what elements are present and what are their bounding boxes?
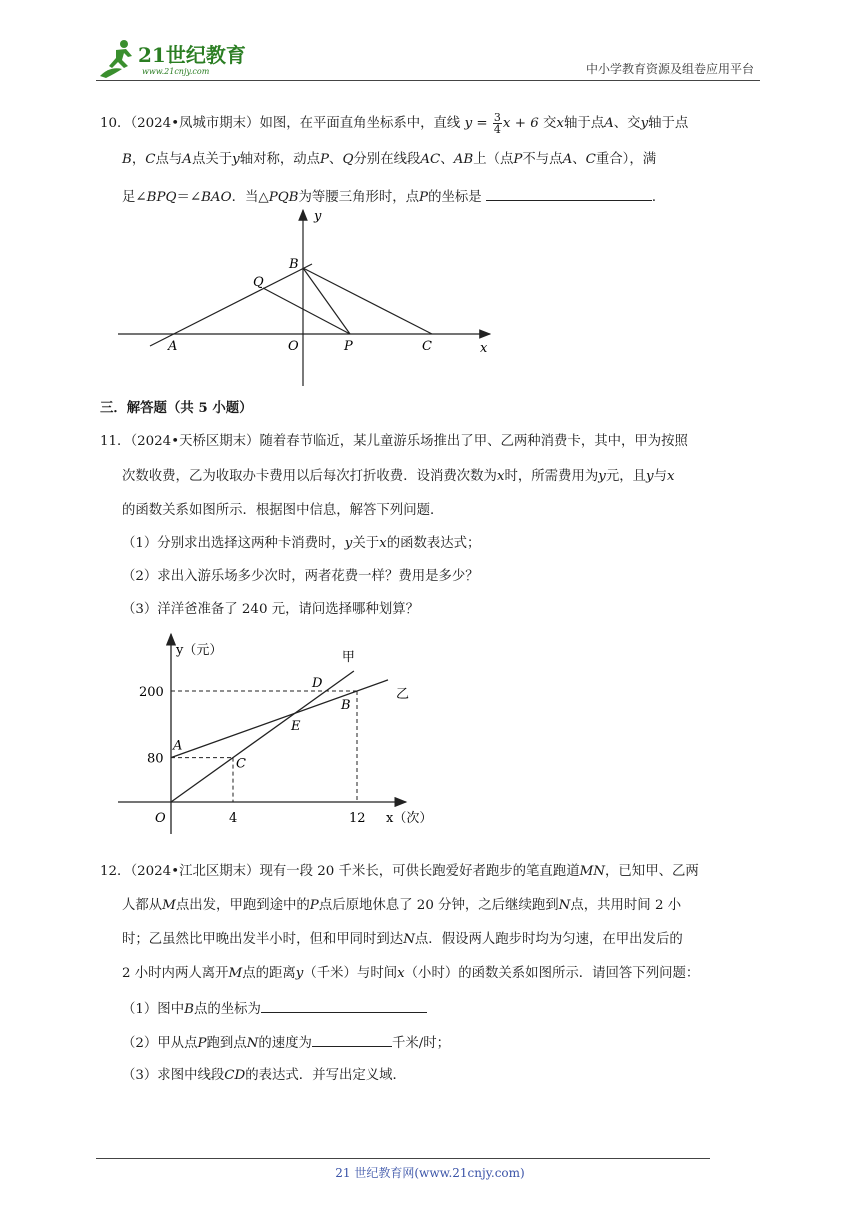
q10-line2: B，C点与A点关于y轴对称，动点P、Q分别在线段AC、AB上（点P不与点A、C重合），满	[122, 152, 657, 167]
point-label-D: D	[312, 676, 323, 691]
q11-line2: 次数收费，乙为收取办卡费用以后每次打折收费．设消费次数为x时，所需费用为y元，且y与x	[122, 469, 675, 484]
line-BC	[303, 268, 432, 334]
series-label-2: 乙	[396, 686, 410, 702]
q12-line1: 12．（2024•江北区期末）现有一段 20 千米长，可供长跑爱好者跑步的笔直跑道MN，已知甲、乙两	[100, 864, 699, 879]
label-Q: Q	[253, 275, 264, 290]
label-x: x	[480, 341, 488, 356]
point-label-B: B	[341, 698, 351, 713]
q11-chart	[110, 630, 450, 836]
q10-line3: 足∠BPQ＝∠BAO．当△PQB为等腰三角形时，点P的坐标是 ．	[122, 186, 762, 208]
platform-name: 中小学教育资源及组卷应用平台	[585, 62, 754, 76]
fraction: $\frac{3}{4}$	[493, 111, 501, 136]
q12-line4: 2 小时内两人离开M点的距离y（千米）与时间x（小时）的函数关系如图所示．请回答下列问题：	[122, 966, 700, 981]
q11-line1: 11．（2024•天桥区期末）随着春节临近，某儿童游乐场推出了甲、乙两种消费卡，其中，甲为按照	[100, 434, 688, 449]
point-label-A: A	[173, 738, 183, 754]
q11-sub3: （3）洋洋爸准备了 240 元，请问选择哪种划算？	[122, 602, 420, 617]
q12-line3: 时；乙虽然比甲晚出发半小时，但和甲同时到达N点．假设两人跑步时均为匀速，在甲出发后的	[122, 932, 683, 947]
x-tick-4: 4	[229, 811, 238, 826]
footer-divider	[96, 1158, 710, 1159]
q12-sub1: （1）图中B点的坐标为	[122, 998, 762, 1020]
section-heading: 三．解答题（共 5 小题）	[100, 400, 253, 416]
footer-text: 21 世纪教育网(www.21cnjy.com)	[335, 1166, 525, 1180]
answer-blank[interactable]	[261, 998, 427, 1013]
label-O: O	[288, 339, 299, 354]
answer-blank[interactable]	[486, 186, 652, 201]
y-axis-label: y（元）	[176, 643, 223, 658]
label-P: P	[344, 339, 353, 354]
label-y: y	[314, 209, 322, 224]
point-label-E: E	[291, 719, 301, 735]
q11-line3: 的函数关系如图所示．根据图中信息，解答下列问题．	[122, 503, 444, 518]
logo-text: 21世纪教育	[138, 43, 246, 67]
header-divider	[96, 80, 760, 81]
logo-url: www.21cnjy.com	[142, 67, 210, 76]
q11-sub1: （1）分别求出选择这两种卡消费时，y关于x的函数表达式；	[122, 536, 481, 551]
q10-figure	[110, 204, 500, 394]
line-QP	[263, 288, 350, 334]
q12-sub3: （3）求图中线段CD的表达式．并写出定义域．	[122, 1068, 406, 1083]
q11-sub2: （2）求出入游乐场多少次时，两者花费一样？费用是多少？	[122, 569, 479, 584]
q12-sub2: （2）甲从点P跑到点N的速度为 千米/时；	[122, 1032, 762, 1054]
label-C: C	[422, 339, 432, 354]
runner-icon	[100, 40, 132, 78]
x-tick-12: 12	[349, 811, 366, 826]
answer-blank[interactable]	[312, 1032, 392, 1047]
q10-line1: 10．（2024•凤城市期末）如图，在平面直角坐标系中，直线 y = $\frac{3}{4}$ x + 6 交x轴于点A、交y轴于点	[100, 111, 689, 136]
y-tick-200: 200	[139, 685, 164, 700]
point-label-C: C	[236, 756, 246, 772]
series-label-1: 甲	[341, 650, 355, 666]
q12-line2: 人都从M点出发，甲跑到途中的P点后原地休息了 20 分钟，之后继续跑到N点，共用时间 2 小	[122, 898, 682, 913]
site-logo	[96, 36, 266, 80]
y-tick-80: 80	[147, 751, 164, 767]
x-tick-0: O	[155, 811, 166, 826]
label-B: B	[289, 257, 299, 272]
label-A: A	[168, 339, 178, 354]
x-axis-label: x（次）	[386, 811, 433, 826]
line-BP	[303, 268, 350, 334]
series-line-2	[171, 680, 388, 758]
